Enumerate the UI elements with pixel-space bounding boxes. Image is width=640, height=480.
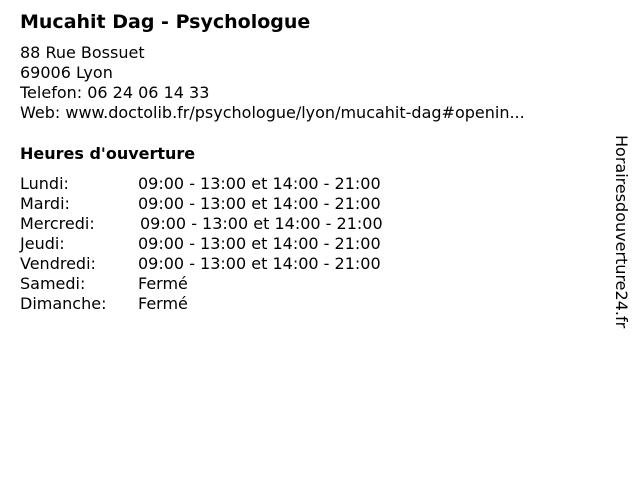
watermark-text: Horairesdouverture24.fr <box>612 135 631 329</box>
time-value: 09:00 - 13:00 et 14:00 - 21:00 <box>138 254 381 273</box>
business-name: Mucahit Dag - Psychologue <box>20 11 311 33</box>
day-label: Jeudi: <box>20 234 65 253</box>
opening-hours-heading: Heures d'ouverture <box>20 144 196 163</box>
time-value: 09:00 - 13:00 et 14:00 - 21:00 <box>138 174 381 193</box>
time-value: 09:00 - 13:00 et 14:00 - 21:00 <box>138 234 381 253</box>
hours-row-thursday <box>20 234 383 254</box>
time-value: 09:00 - 13:00 et 14:00 - 21:00 <box>138 194 381 213</box>
phone-line: Telefon: 06 24 06 14 33 <box>20 83 210 102</box>
day-label: Dimanche: <box>20 294 107 313</box>
site-watermark <box>611 135 631 345</box>
time-value: Fermé <box>138 274 188 293</box>
opening-hours-table <box>20 174 383 314</box>
day-label: Mercredi: <box>20 214 95 233</box>
day-label: Mardi: <box>20 194 70 213</box>
address-street: 88 Rue Bossuet <box>20 43 145 62</box>
hours-row-saturday <box>20 274 383 294</box>
hours-row-tuesday <box>20 194 383 214</box>
address-city: 69006 Lyon <box>20 63 113 82</box>
hours-row-friday <box>20 254 383 274</box>
web-line: Web: www.doctolib.fr/psychologue/lyon/mucahit-dag#openin... <box>20 103 525 122</box>
hours-row-monday <box>20 174 383 194</box>
hours-row-wednesday <box>20 214 383 234</box>
day-label: Vendredi: <box>20 254 96 273</box>
contact-info <box>20 43 525 123</box>
hours-row-sunday <box>20 294 383 314</box>
time-value: Fermé <box>138 294 188 313</box>
day-label: Samedi: <box>20 274 86 293</box>
day-label: Lundi: <box>20 174 69 193</box>
time-value: 09:00 - 13:00 et 14:00 - 21:00 <box>140 214 383 233</box>
